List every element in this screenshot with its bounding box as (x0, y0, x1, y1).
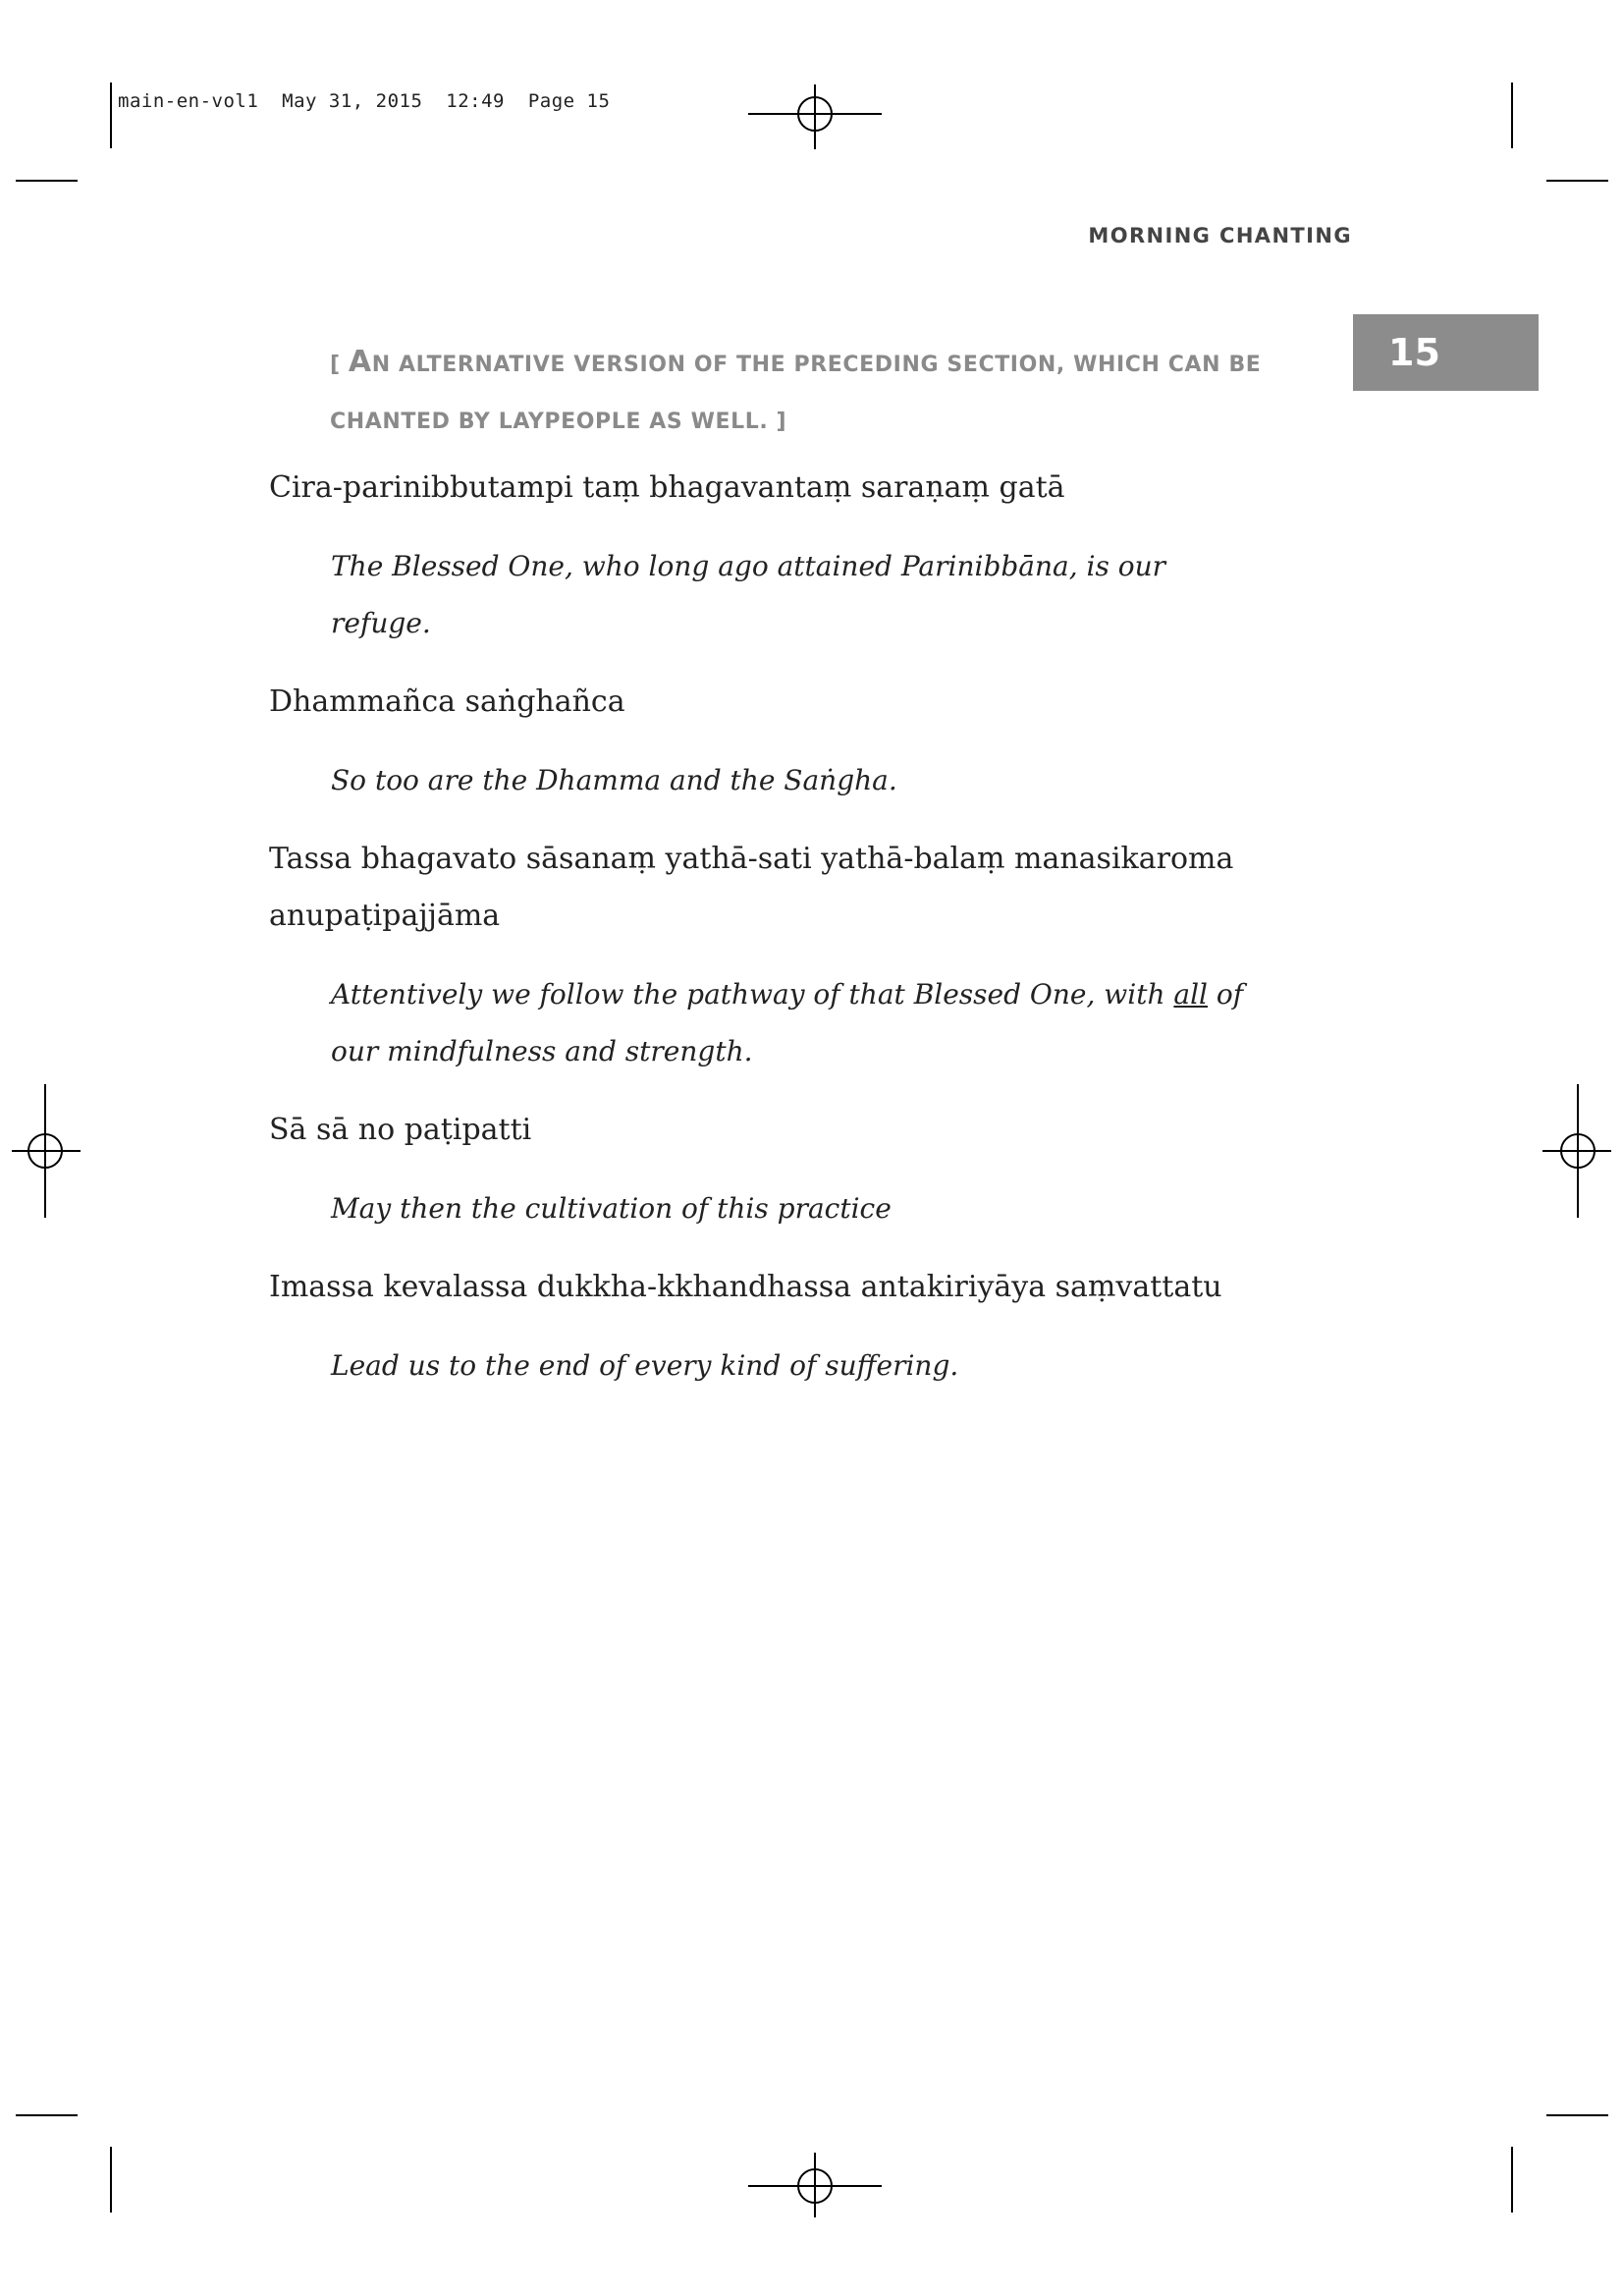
pali-verse: Dhammañca saṅghañca (269, 684, 625, 719)
chant-body (269, 460, 1251, 1416)
crop-mark (1546, 2114, 1608, 2116)
english-translation (331, 966, 1251, 1080)
translation-part: Attentively we follow the pathway of that Blessed One, with (331, 978, 1174, 1011)
registration-mark-right (1542, 1084, 1611, 1218)
crop-mark (1511, 2147, 1513, 2213)
crop-mark (16, 2114, 78, 2116)
registration-mark-left (12, 1084, 81, 1218)
pali-verse: Sā sā no paṭipatti (269, 1113, 532, 1147)
crop-mark (16, 180, 78, 182)
rubric-close: ] (768, 410, 787, 434)
pali-verse: Tassa bhagavato sāsanaṃ yathā-sati yathā-balaṃ manasikaroma anupaṭipajjāma (269, 842, 1234, 933)
running-header: MORNING CHANTING (1088, 224, 1352, 247)
english-translation: So too are the Dhamma and the Saṅgha. (331, 764, 897, 796)
page-number-tab (1353, 314, 1539, 391)
pali-verse: Cira-parinibbutampi taṃ bhagavantaṃ saraṇaṃ gatā (269, 470, 1065, 505)
section-rubric (330, 334, 1292, 451)
print-slug: main-en-vol1 May 31, 2015 12:49 Page 15 (118, 90, 611, 112)
page-number: 15 (1388, 331, 1440, 374)
rubric-cap-letter: A (348, 345, 372, 379)
english-translation: Lead us to the end of every kind of suffering. (331, 1349, 959, 1382)
english-translation: May then the cultivation of this practice (331, 1192, 892, 1225)
underlined-word: all (1173, 978, 1208, 1011)
crop-mark (110, 82, 112, 148)
pali-verse: Imassa kevalassa dukkha-kkhandhassa antakiriyāya saṃvattatu (269, 1270, 1222, 1304)
english-translation: The Blessed One, who long ago attained Parinibbāna, is our refuge. (331, 550, 1166, 639)
translation-part: of our mindfulness and strength. (331, 978, 1244, 1067)
registration-mark-bottom (748, 2153, 882, 2217)
rubric-open: [ (330, 353, 349, 377)
registration-mark-top (748, 84, 882, 149)
crop-mark (1511, 82, 1513, 148)
crop-mark (110, 2147, 112, 2213)
crop-mark (1546, 180, 1608, 182)
rubric-text: N ALTERNATIVE VERSION OF THE PRECEDING SECTION, WHICH CAN BE CHANTED BY LAYPEOPLE AS WELL. (330, 353, 1262, 434)
